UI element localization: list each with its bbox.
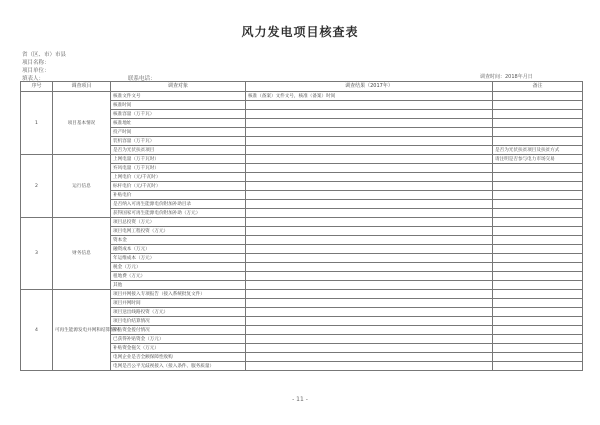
survey-result	[246, 281, 493, 290]
note-cell	[493, 200, 583, 209]
note-cell	[493, 101, 583, 110]
table-row	[21, 218, 583, 227]
survey-object: 项目送出线路投资（万元）	[111, 308, 246, 317]
survey-result	[246, 101, 493, 110]
note-cell	[493, 254, 583, 263]
note-cell	[493, 326, 583, 335]
survey-object: 核准时间	[111, 101, 246, 110]
survey-result	[246, 272, 493, 281]
note-cell	[493, 164, 583, 173]
survey-object: 补贴资金拨付情况	[111, 326, 246, 335]
survey-result	[246, 200, 493, 209]
note-cell	[493, 362, 583, 371]
project-name-line: 项目名称：	[22, 60, 50, 66]
survey-object: 项目总投资（万元）	[111, 218, 246, 227]
filler-line: 填表人：	[22, 76, 45, 82]
header-result: 调查结果（2017年）	[246, 82, 493, 92]
survey-result	[246, 236, 493, 245]
note-cell	[493, 290, 583, 299]
survey-object: 其他	[111, 281, 246, 290]
header-note: 备注	[493, 82, 583, 92]
note-cell	[493, 92, 583, 101]
document-title: 风力发电项目核查表	[241, 25, 359, 39]
survey-result	[246, 173, 493, 182]
note-cell	[493, 128, 583, 137]
survey-result	[246, 362, 493, 371]
header-item: 调查项目	[53, 82, 111, 92]
survey-result	[246, 335, 493, 344]
table-header-row	[21, 82, 583, 92]
survey-object: 获得国家可再生能源电价附加补助（万元）	[111, 209, 246, 218]
note-cell: 请注明是否参与电力市场交易	[493, 155, 583, 164]
note-cell	[493, 236, 583, 245]
survey-object: 电网企业是否全额保障性收购	[111, 353, 246, 362]
survey-result	[246, 299, 493, 308]
table-row	[21, 92, 583, 101]
survey-result	[246, 254, 493, 263]
survey-object: 上网电量（万千瓦时）	[111, 155, 246, 164]
survey-object: 核准容量（万千瓦）	[111, 110, 246, 119]
survey-object: 电网是否公平无歧视接入（接入条件、服务质量）	[111, 362, 246, 371]
note-cell	[493, 173, 583, 182]
table-row	[21, 290, 583, 299]
group-number: 1	[21, 92, 53, 155]
survey-object: 核准文件文号	[111, 92, 246, 101]
note-cell	[493, 335, 583, 344]
survey-result	[246, 308, 493, 317]
note-cell	[493, 110, 583, 119]
survey-object: 标杆电价（元/千瓦时）	[111, 182, 246, 191]
survey-object: 核准地址	[111, 119, 246, 128]
note-cell	[493, 299, 583, 308]
survey-object: 税金（万元）	[111, 263, 246, 272]
survey-result	[246, 353, 493, 362]
group-name: 项目基本情况	[53, 92, 111, 155]
survey-object: 弃风电量（万千瓦时）	[111, 164, 246, 173]
note-cell	[493, 137, 583, 146]
note-cell	[493, 317, 583, 326]
header-no: 序号	[21, 82, 53, 92]
survey-result	[246, 317, 493, 326]
note-cell	[493, 245, 583, 254]
contact-phone-line: 联系电话：	[128, 76, 156, 82]
survey-object: 项目电价结算情况	[111, 317, 246, 326]
survey-result	[246, 146, 493, 155]
survey-result	[246, 209, 493, 218]
survey-object: 已获得补贴资金（万元）	[111, 335, 246, 344]
note-cell	[493, 209, 583, 218]
survey-result	[246, 137, 493, 146]
note-cell: 是否为光伏扶贫项目及扶贫方式	[493, 146, 583, 155]
survey-object: 装机容量（万千瓦）	[111, 137, 246, 146]
note-cell	[493, 263, 583, 272]
survey-result	[246, 182, 493, 191]
survey-result	[246, 191, 493, 200]
survey-result	[246, 128, 493, 137]
survey-result	[246, 245, 493, 254]
group-name: 运行信息	[53, 155, 111, 218]
header-object: 调查对象	[111, 82, 246, 92]
survey-object: 租地费（万元）	[111, 272, 246, 281]
survey-object: 是否为光伏扶贫项目	[111, 146, 246, 155]
survey-result	[246, 326, 493, 335]
survey-result	[246, 119, 493, 128]
note-cell	[493, 182, 583, 191]
note-cell	[493, 227, 583, 236]
survey-object: 投产时间	[111, 128, 246, 137]
checklist-table	[20, 81, 583, 371]
survey-result	[246, 263, 493, 272]
survey-result: 核准（备案）文件文号，核准（备案）时间	[246, 92, 493, 101]
survey-result	[246, 110, 493, 119]
note-cell	[493, 218, 583, 227]
group-number: 4	[21, 290, 53, 371]
note-cell	[493, 119, 583, 128]
note-cell	[493, 344, 583, 353]
survey-result	[246, 227, 493, 236]
survey-result	[246, 218, 493, 227]
note-cell	[493, 308, 583, 317]
survey-object: 是否纳入可再生能源电价附加补助目录	[111, 200, 246, 209]
note-cell	[493, 272, 583, 281]
survey-object: 补贴电价	[111, 191, 246, 200]
survey-date: 调查时间：2018年月日	[480, 74, 533, 80]
survey-object: 项目电网工程投资（万元）	[111, 227, 246, 236]
survey-result	[246, 164, 493, 173]
group-number: 2	[21, 155, 53, 218]
survey-result	[246, 290, 493, 299]
note-cell	[493, 191, 583, 200]
survey-object: 项目并网接入专项报告（接入系统批复文件）	[111, 290, 246, 299]
region-line: 省（区、市）市县	[22, 52, 67, 58]
survey-object: 资本金	[111, 236, 246, 245]
table-row	[21, 155, 583, 164]
survey-object: 补贴资金拖欠（万元）	[111, 344, 246, 353]
group-name: 可再生能源发电并网和结算情况	[53, 290, 111, 371]
survey-object: 融资成本（万元）	[111, 245, 246, 254]
group-name: 财务信息	[53, 218, 111, 290]
survey-object: 项目并网时间	[111, 299, 246, 308]
page-number: - 11 -	[292, 396, 308, 403]
survey-result	[246, 155, 493, 164]
note-cell	[493, 353, 583, 362]
survey-result	[246, 344, 493, 353]
project-unit-line: 项目单位：	[22, 68, 50, 74]
group-number: 3	[21, 218, 53, 290]
note-cell	[493, 281, 583, 290]
survey-object: 年运维成本（万元）	[111, 254, 246, 263]
survey-object: 上网电价（元/千瓦时）	[111, 173, 246, 182]
